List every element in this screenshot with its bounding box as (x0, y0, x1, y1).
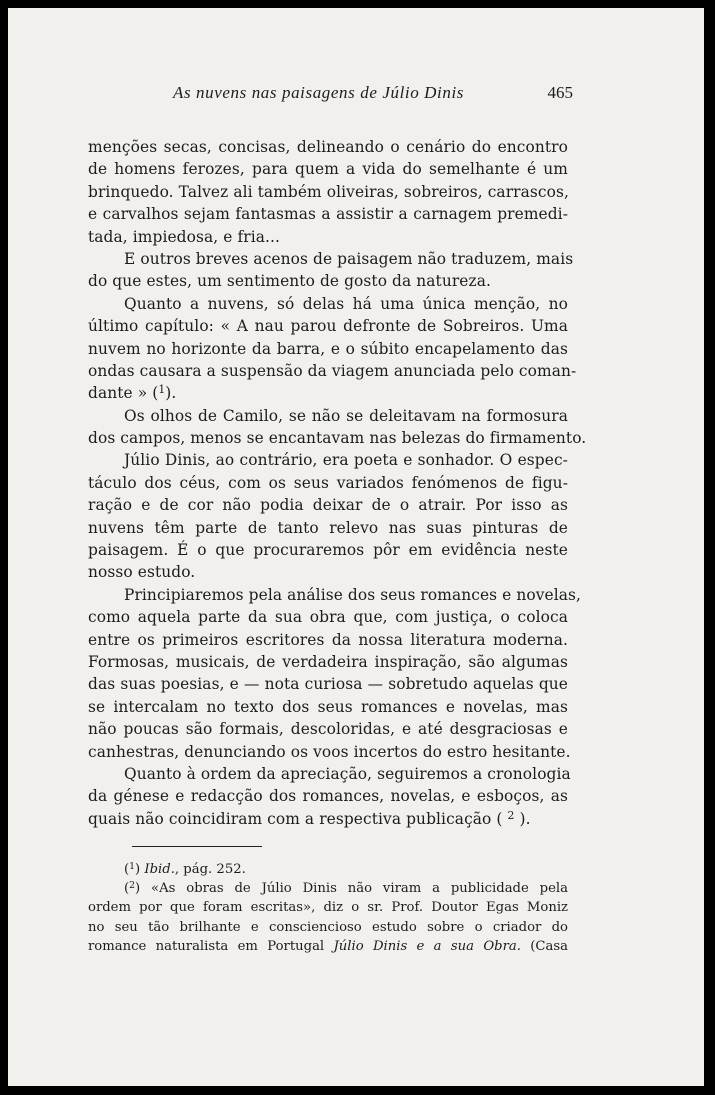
text-line: paisagem. É o que procuraremos pôr em evidência neste (88, 541, 568, 560)
footnote-text: ) «As obras de Júlio Dinis não viram a publicidade pela (135, 881, 568, 897)
text-line: como aquela parte da sua obra que, com justiça, o coloca (88, 608, 568, 627)
page-header (173, 83, 573, 107)
footnote-paren: ( (124, 862, 130, 877)
text-line: menções secas, concisas, delineando o cenário do encontro (88, 138, 568, 156)
text-line: Quanto à ordem da apreciação, seguiremos a cronologia (124, 764, 571, 783)
footnote-ref: Ibid. (144, 862, 175, 877)
text-line: Os olhos de Camilo, se não se deleitavam na formosura (124, 406, 568, 425)
text-line: entre os primeiros escritores da nossa literatura moderna. (88, 630, 568, 649)
text-line: da génese e redacção dos romances, novelas, e esboços, as (88, 787, 568, 806)
text-line: se intercalam no texto dos seus romances e novelas, mas (88, 697, 568, 716)
footnote-paren: ) (135, 862, 141, 877)
text-line (88, 382, 568, 404)
text-line: dos campos, menos se encantavam nas belezas do firmamento. (88, 429, 587, 448)
page-number: 465 (547, 83, 573, 102)
footnote-marker-1: 1 (158, 383, 166, 397)
text-line: e carvalhos sejam fantasmas a assistir a carnagem premedi- (88, 205, 568, 224)
footnote-line (88, 937, 568, 956)
footnote-marker-close: ). (514, 809, 531, 828)
footnote-line: ordem por que foram escritas», diz o sr. Prof. Doutor Egas Moniz (88, 900, 568, 916)
text-line: das suas poesias, e — nota curiosa — sobretudo aquelas que (88, 675, 568, 694)
text-line: nosso estudo. (88, 563, 196, 582)
footnote-number: 2 (129, 880, 136, 892)
text-line-content: quais não coincidiram com a respectiva publicação ( (88, 809, 503, 828)
footnote-text: romance naturalista em Portugal (88, 938, 334, 954)
text-line: Júlio Dinis, ao contrário, era poeta e sonhador. O espec- (124, 451, 568, 470)
footnote-marker-2: 2 (507, 808, 515, 822)
text-line: Quanto a nuvens, só delas há uma única menção, no (124, 294, 568, 313)
footnote-1 (88, 860, 568, 879)
footnote-2 (88, 879, 568, 898)
book-title: Júlio Dinis e a sua Obra. (333, 938, 521, 954)
text-line: de homens ferozes, para quem a vida do semelhante é um (88, 160, 568, 179)
footnote-marker-close: ). (165, 384, 177, 403)
text-line: nuvens têm parte de tanto relevo nas suas pinturas de (88, 518, 568, 537)
footnote-line: no seu tão brilhante e consciencioso estudo sobre o criador do (88, 919, 568, 935)
text-line: canhestras, denunciando os voos incertos do estro hesitante. (88, 742, 571, 761)
footnote-paren: ( (124, 881, 130, 897)
text-line: ondas causara a suspensão da viagem anunciada pelo coman- (88, 361, 577, 380)
text-line: ração e de cor não podia deixar de o atrair. Por isso as (88, 496, 568, 515)
text-line: táculo dos céus, com os seus variados fenómenos de figu- (88, 473, 568, 492)
footnotes (88, 860, 568, 956)
text-line: brinquedo. Talvez ali também oliveiras, sobreiros, carrascos, (88, 182, 569, 201)
body-text (88, 136, 587, 830)
footnote-text: (Casa (520, 938, 568, 954)
running-title: As nuvens nas paisagens de Júlio Dinis (173, 83, 464, 102)
text-line: E outros breves acenos de paisagem não traduzem, mais (124, 249, 574, 268)
text-line: Principiaremos pela análise dos seus romances e novelas, (124, 585, 582, 604)
text-line: do que estes, um sentimento de gosto da natureza. (88, 272, 491, 291)
text-line: último capítulo: « A nau parou defronte de Sobreiros. Uma (88, 317, 568, 336)
book-page (8, 8, 704, 1086)
footnote-page: , pág. 252. (174, 862, 246, 877)
text-line: Formosas, musicais, de verdadeira inspiração, são algumas (88, 652, 568, 671)
text-line-content: dante » ( (88, 384, 159, 403)
footnote-separator (132, 846, 262, 847)
text-line: não poucas são formais, descoloridas, e até desgraciosas e (88, 720, 568, 739)
text-line: nuvem no horizonte da barra, e o súbito encapelamento das (88, 339, 568, 358)
text-line (88, 808, 568, 830)
footnote-number: 1 (129, 860, 136, 872)
text-line: tada, impiedosa, e fria... (88, 227, 280, 246)
